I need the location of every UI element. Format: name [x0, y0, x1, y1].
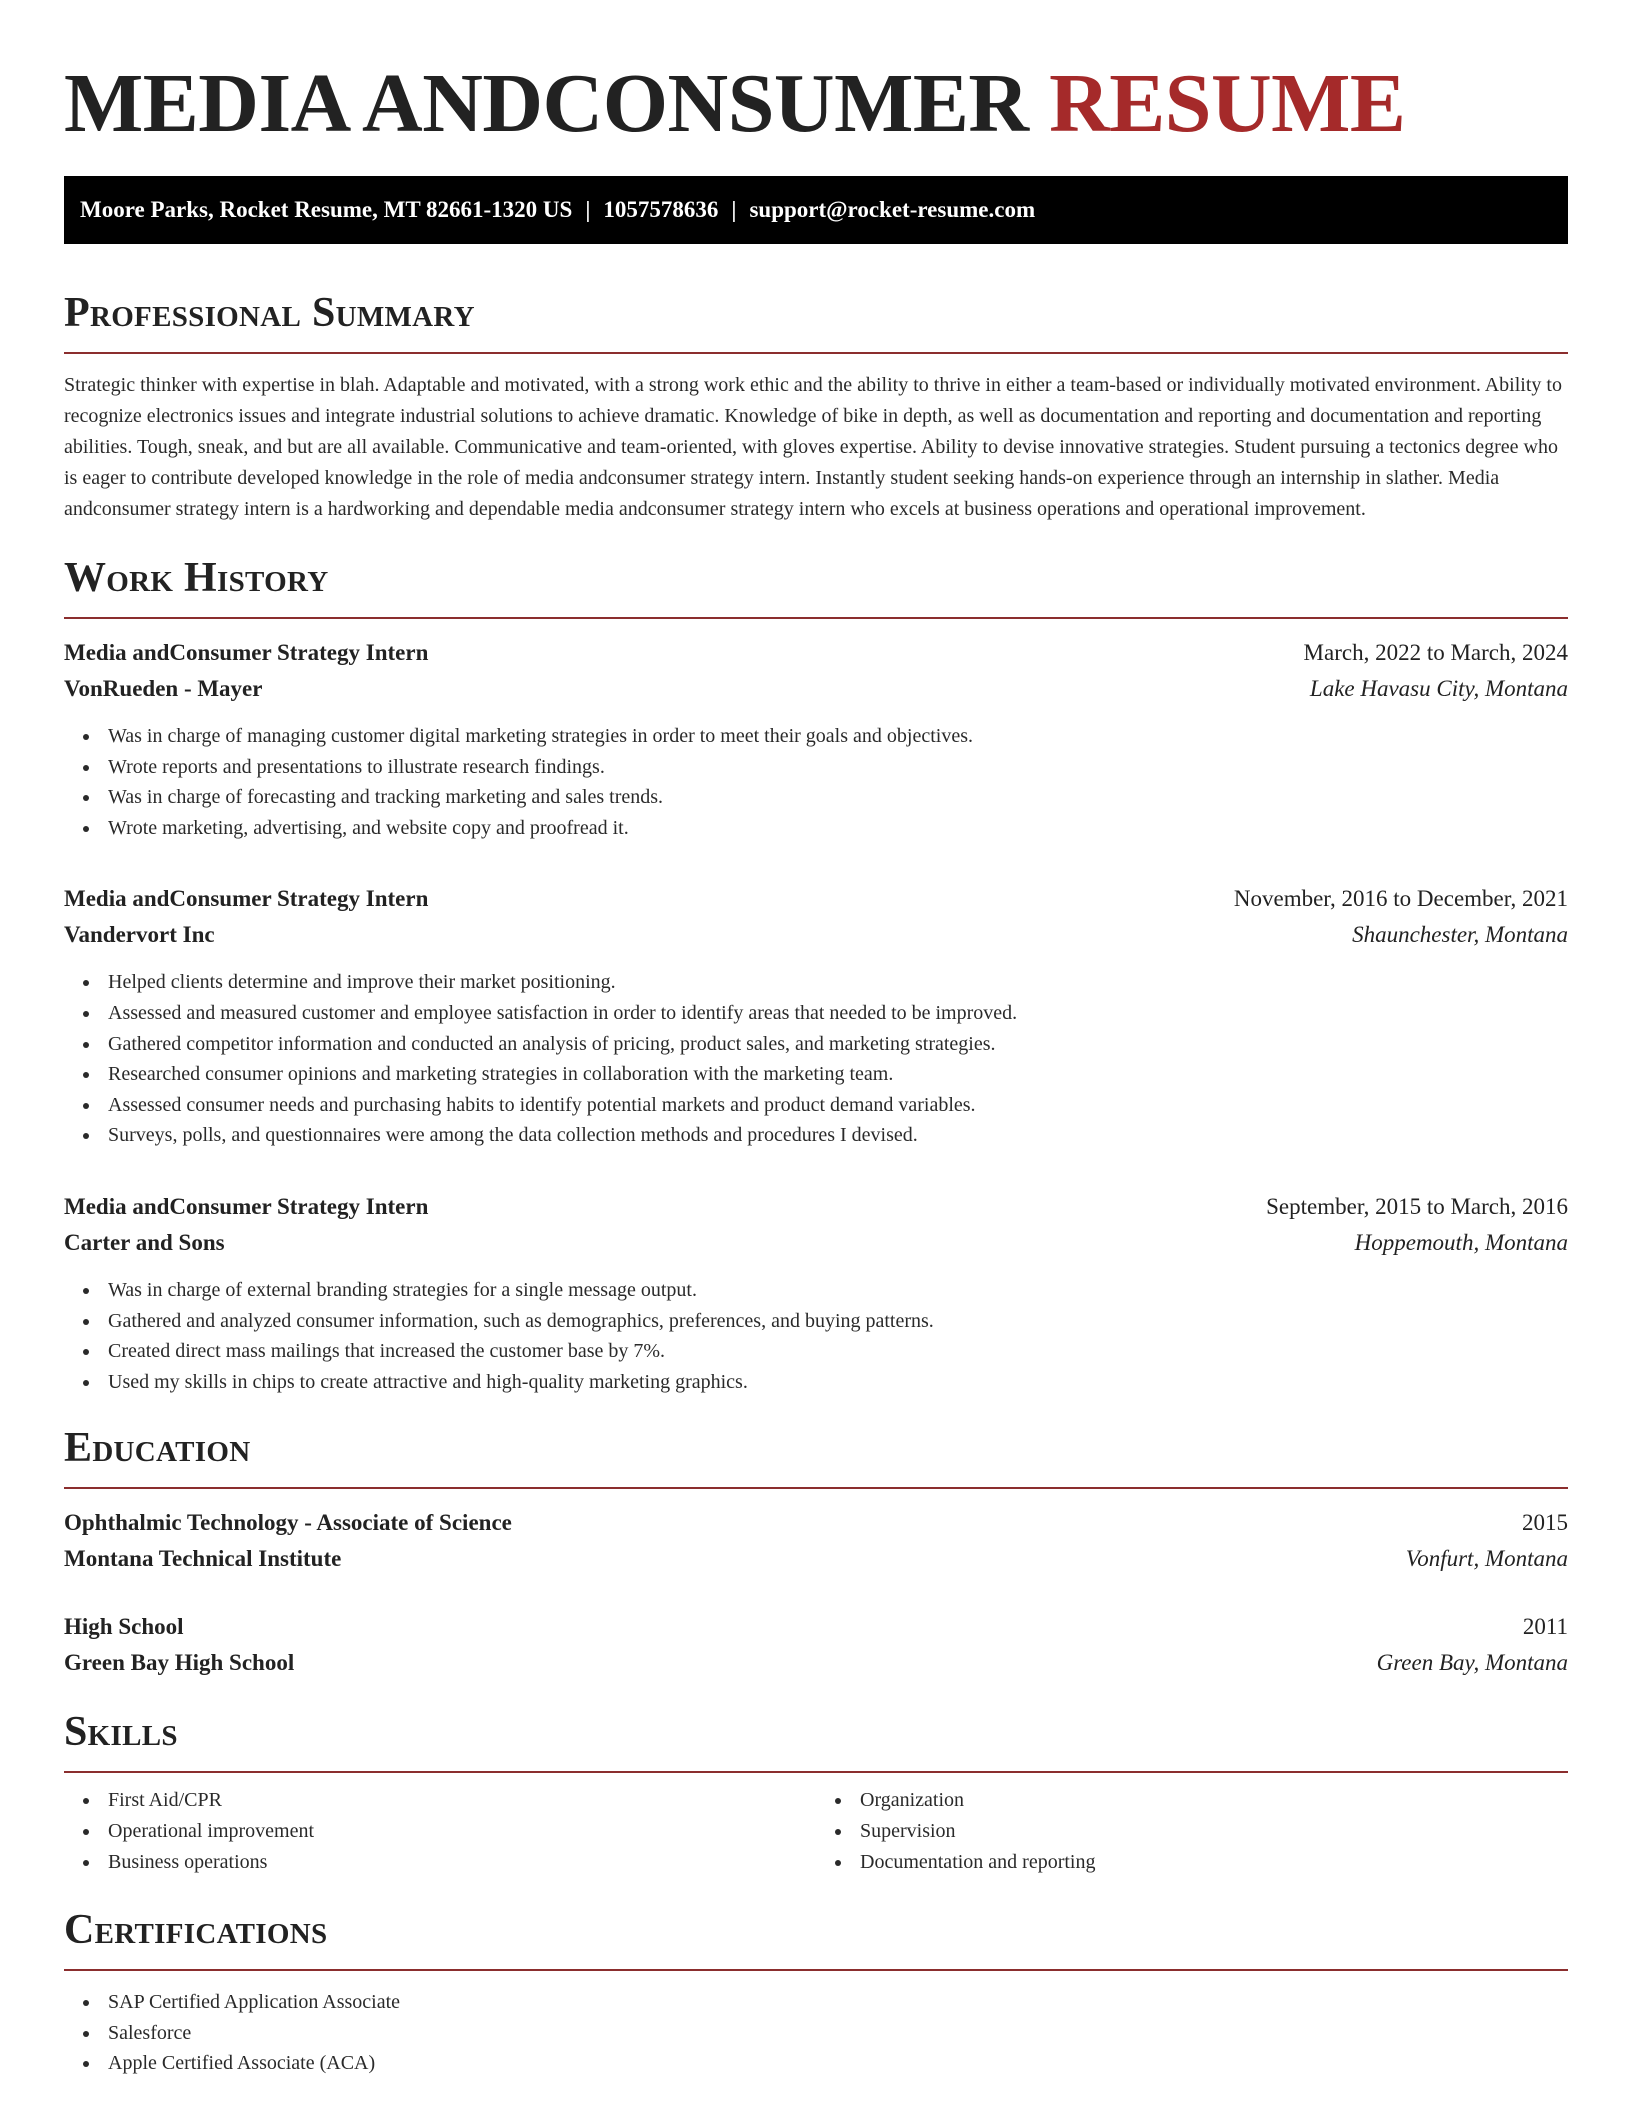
contact-phone: 1057578636 [603, 197, 719, 222]
certification-item: Salesforce [64, 2018, 1568, 2049]
job-bullet: Assessed and measured customer and employee satisfaction in order to identify areas that needed to be improved. [64, 998, 1568, 1029]
skills-list-left [64, 1785, 816, 1877]
job-company-row [64, 1225, 1568, 1261]
job-entry [64, 635, 1568, 843]
job-company: Vandervort Inc [64, 922, 215, 948]
education-header-row [64, 1505, 1568, 1541]
job-dates: September, 2015 to March, 2016 [1266, 1193, 1568, 1219]
education-year: 2015 [1522, 1510, 1568, 1536]
skill-item: First Aid/CPR [64, 1785, 816, 1816]
job-entry [64, 881, 1568, 1151]
section-heading-summary: Professional Summary [64, 290, 475, 336]
contact-address: Moore Parks, Rocket Resume, MT 82661-1320 US [80, 197, 573, 222]
section-divider [64, 1969, 1568, 1971]
skill-item: Organization [816, 1785, 1568, 1816]
job-bullet: Was in charge of managing customer digital marketing strategies in order to meet their goals and objectives. [64, 721, 1568, 752]
job-header-row [64, 635, 1568, 671]
resume-title-main: MEDIA ANDCONSUMER [64, 57, 1050, 150]
job-title: Media andConsumer Strategy Intern [64, 640, 429, 665]
education-location: Green Bay, Montana [1376, 1650, 1568, 1676]
job-company-row [64, 917, 1568, 953]
job-bullet: Gathered and analyzed consumer information, such as demographics, preferences, and buying patterns. [64, 1306, 1568, 1337]
summary-section [64, 288, 1568, 525]
education-school: Green Bay High School [64, 1650, 295, 1676]
job-bullet: Used my skills in chips to create attractive and high-quality marketing graphics. [64, 1367, 1568, 1398]
job-header-row [64, 1189, 1568, 1225]
skills-list-right [816, 1785, 1568, 1877]
job-bullet: Wrote reports and presentations to illustrate research findings. [64, 752, 1568, 783]
job-bullet: Was in charge of external branding strategies for a single message output. [64, 1275, 1568, 1306]
resume-title-accent: RESUME [1049, 57, 1406, 150]
job-bullet: Created direct mass mailings that increased the customer base by 7%. [64, 1336, 1568, 1367]
education-school-row [64, 1645, 1568, 1681]
job-bullet: Researched consumer opinions and marketing strategies in collaboration with the marketing team. [64, 1059, 1568, 1090]
contact-separator: | [585, 197, 591, 222]
section-heading-work-history: Work History [64, 555, 329, 601]
summary-text: Strategic thinker with expertise in blah. Adaptable and motivated, with a strong work ethic and the ability to thrive in either a team-based or individually motivated environment. Ability to recognize electronics issues and integrate industrial solutions to achieve dramatic. Knowledge of bike in depth, as well as documentation and reporting and documentation and reporting abilities. Tough, sneak, and but are all available. Communicative and team-oriented, with gloves expertise. Ability to devise innovative strategies. Student pursuing a tectonics degree who is eager to contribute developed knowledge in the role of media andconsumer strategy intern. Instantly student seeking hands-on experience through an internship in slather. Media andconsumer strategy intern is a hardworking and dependable media andconsumer strategy intern who excels at business operations and operational improvement. [64, 374, 1562, 520]
education-degree: Ophthalmic Technology - Associate of Science [64, 1510, 512, 1536]
section-divider [64, 1487, 1568, 1489]
skill-item: Operational improvement [64, 1816, 816, 1847]
contact-email: support@rocket-resume.com [749, 197, 1036, 222]
section-divider [64, 617, 1568, 619]
section-heading-certifications: Certifications [64, 1907, 328, 1954]
contact-bar [64, 176, 1568, 244]
job-title: Media andConsumer Strategy Intern [64, 1193, 429, 1219]
resume-title [64, 0, 1568, 148]
job-bullet: Helped clients determine and improve their market positioning. [64, 967, 1568, 998]
job-entry [64, 1189, 1568, 1397]
job-bullet-list [64, 1275, 1568, 1397]
skills-columns [64, 1771, 1568, 1877]
job-dates: November, 2016 to December, 2021 [1233, 886, 1568, 912]
certification-item: Apple Certified Associate (ACA) [64, 2048, 1568, 2079]
skills-section [64, 1707, 1568, 1877]
job-company: VonRueden - Mayer [64, 676, 263, 701]
section-heading-education: Education [64, 1425, 251, 1472]
job-title: Media andConsumer Strategy Intern [64, 886, 429, 912]
contact-separator: | [731, 197, 737, 222]
job-company: Carter and Sons [64, 1229, 225, 1255]
job-bullet: Assessed consumer needs and purchasing habits to identify potential markets and product demand variables. [64, 1090, 1568, 1121]
work-history-section [64, 553, 1568, 1397]
section-heading-skills: Skills [64, 1709, 178, 1756]
job-header-row [64, 881, 1568, 917]
education-entry [64, 1505, 1568, 1577]
job-location: Lake Havasu City, Montana [1309, 676, 1568, 701]
job-dates: March, 2022 to March, 2024 [1303, 640, 1568, 665]
job-bullet-list [64, 967, 1568, 1151]
job-bullet: Wrote marketing, advertising, and website copy and proofread it. [64, 813, 1568, 844]
certification-item: SAP Certified Application Associate [64, 1987, 1568, 2018]
education-school-row [64, 1541, 1568, 1577]
certifications-list [64, 1987, 1568, 2079]
education-entry [64, 1609, 1568, 1681]
education-section [64, 1423, 1568, 1681]
job-location: Shaunchester, Montana [1352, 922, 1568, 948]
education-year: 2011 [1522, 1614, 1568, 1640]
certifications-section [64, 1905, 1568, 2079]
education-school: Montana Technical Institute [64, 1546, 342, 1572]
education-degree: High School [64, 1614, 184, 1640]
job-company-row [64, 671, 1568, 707]
job-bullet-list [64, 721, 1568, 843]
section-divider [64, 352, 1568, 354]
job-bullet: Was in charge of forecasting and tracking marketing and sales trends. [64, 782, 1568, 813]
education-header-row [64, 1609, 1568, 1645]
job-bullet: Surveys, polls, and questionnaires were among the data collection methods and procedures I devised. [64, 1120, 1568, 1151]
skill-item: Documentation and reporting [816, 1847, 1568, 1878]
skill-item: Business operations [64, 1847, 816, 1878]
job-location: Hoppemouth, Montana [1354, 1229, 1568, 1255]
skill-item: Supervision [816, 1816, 1568, 1847]
education-location: Vonfurt, Montana [1405, 1546, 1568, 1572]
job-bullet: Gathered competitor information and conducted an analysis of pricing, product sales, and marketing strategies. [64, 1029, 1568, 1060]
